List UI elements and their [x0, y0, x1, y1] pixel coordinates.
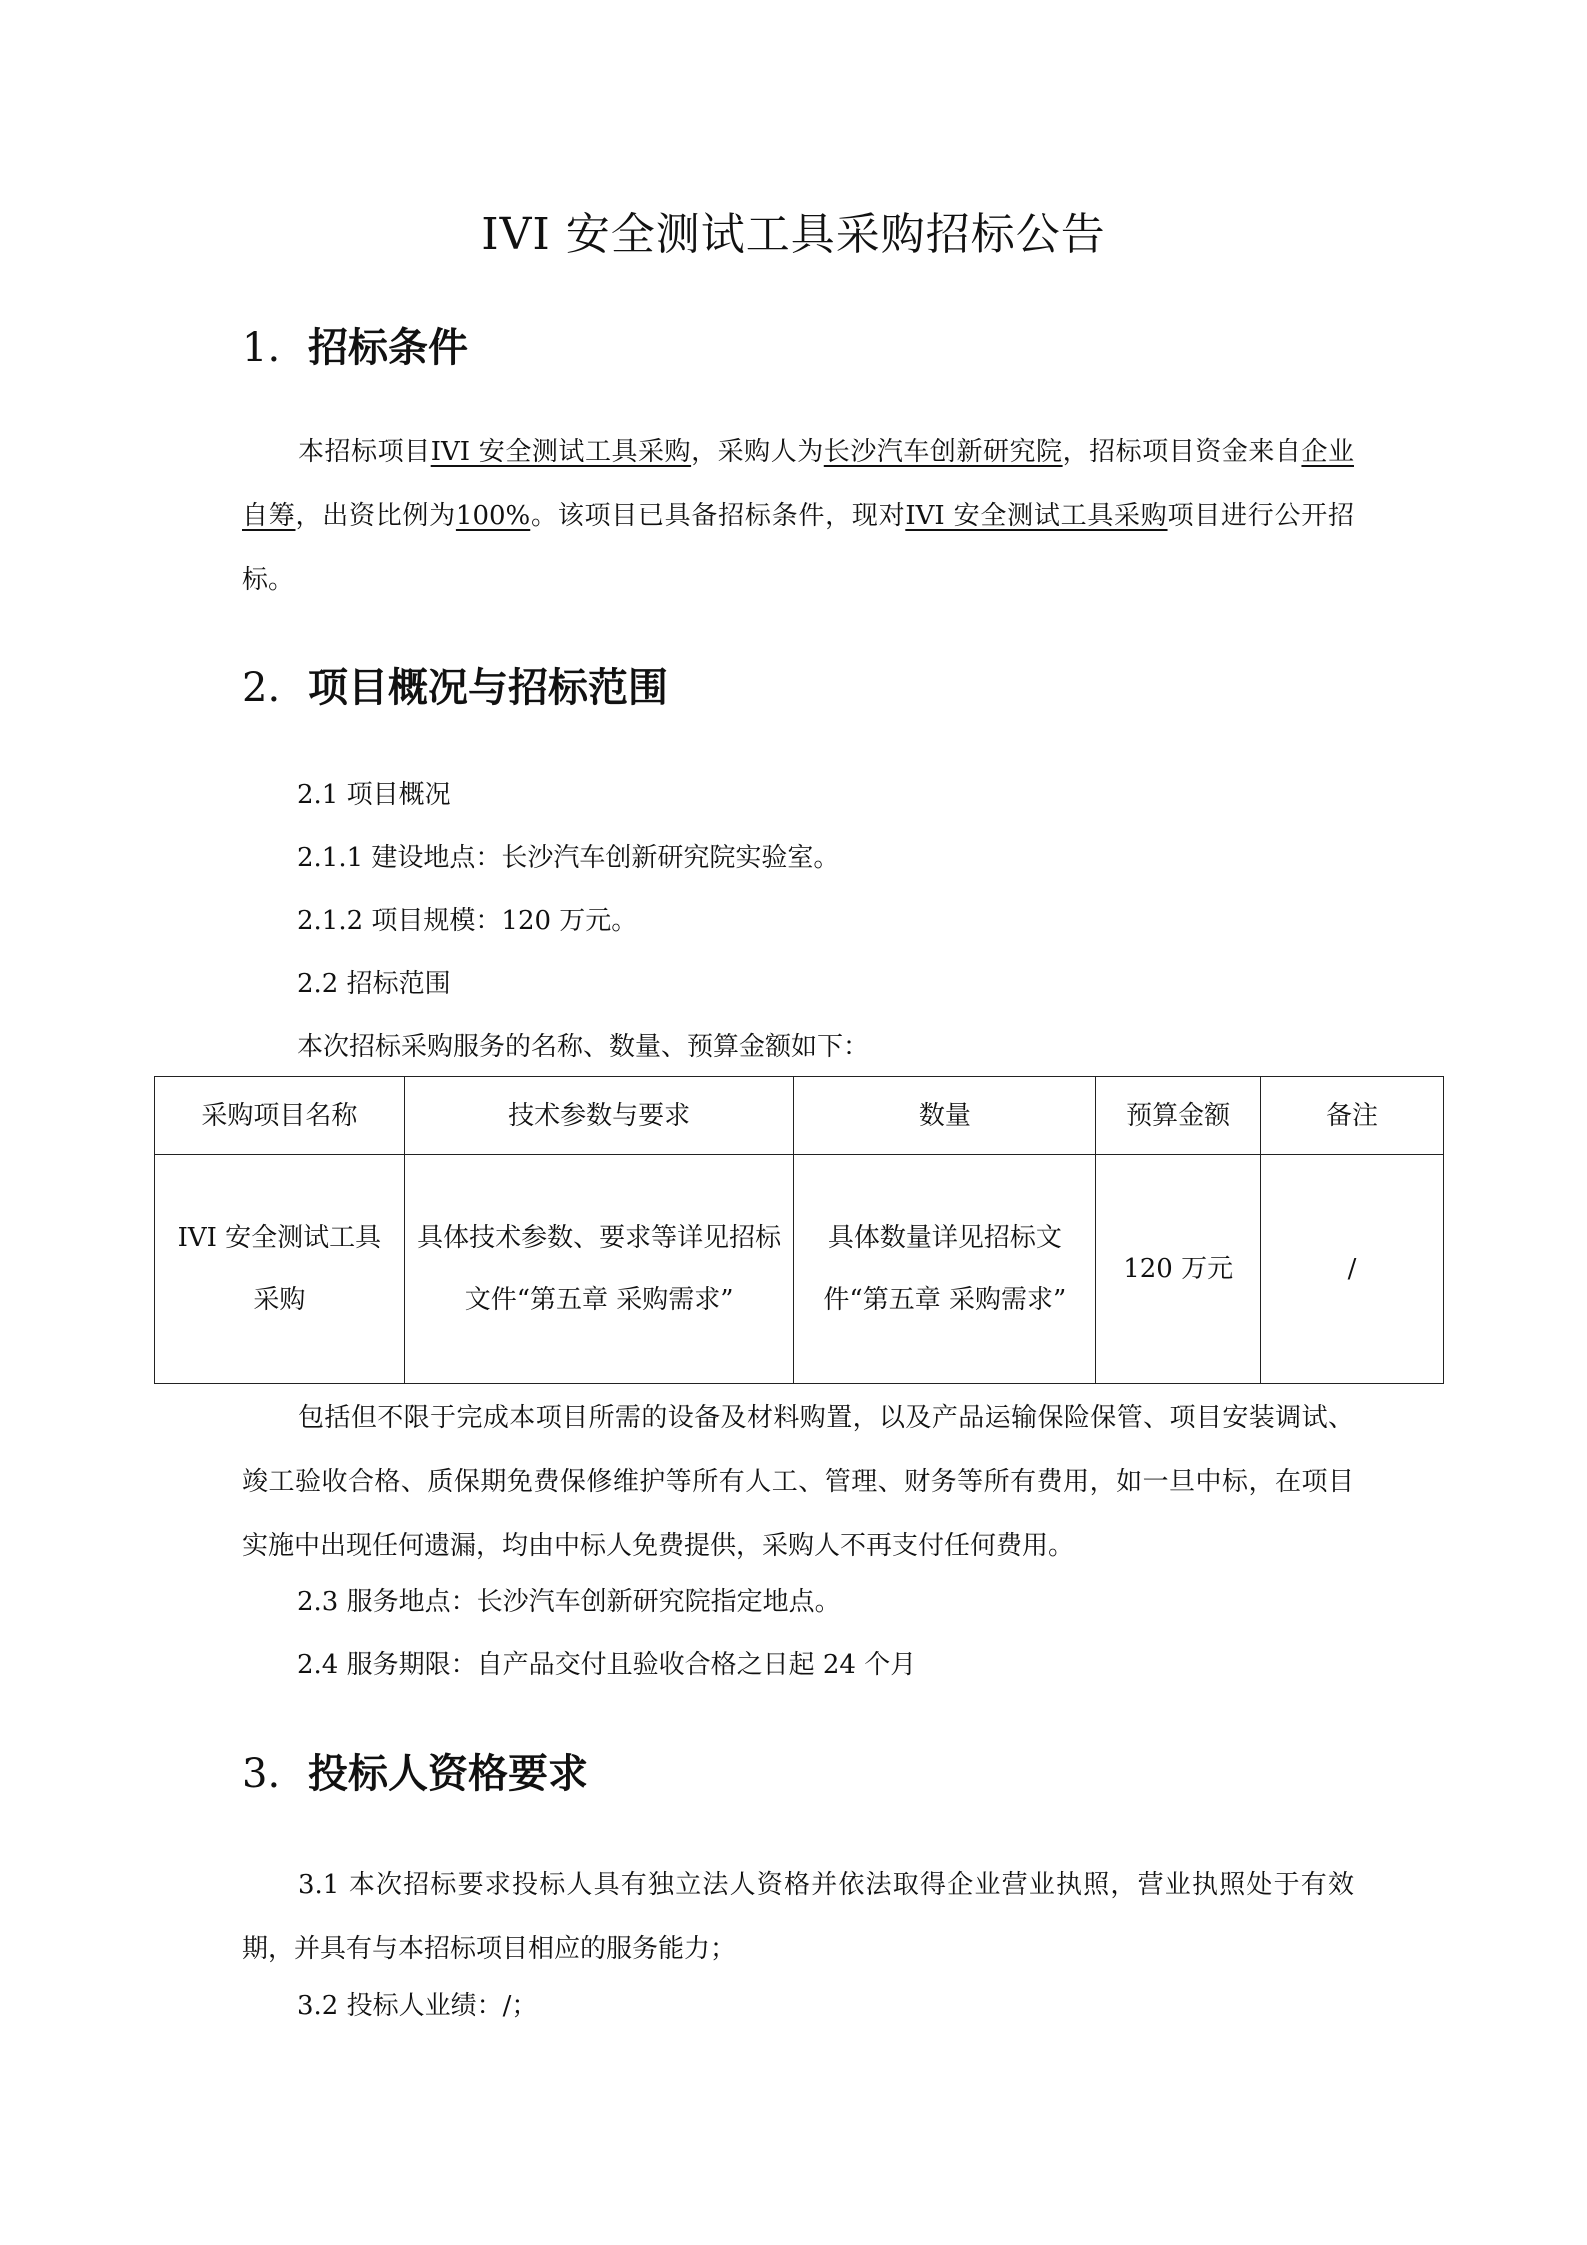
section-title: 投标人资格要求 [308, 1751, 588, 1797]
page-title: IVI 安全测试工具采购招标公告 [481, 209, 1106, 260]
table-header-cell: 备注 [1261, 1077, 1444, 1155]
qualification-paragraph: 3.1 本次招标要求投标人具有独立法人资格并依法取得企业营业执照，营业执照处于有效期，并具有与本招标项目相应的服务能力； [242, 1870, 1354, 1964]
service-location: 2.3 服务地点：长沙汽车创新研究院指定地点。 [297, 1587, 841, 1617]
table-header-cell: 预算金额 [1096, 1077, 1261, 1155]
table-header-row [155, 1077, 1444, 1155]
table-cell-item-name: IVI 安全测试工具采购 [155, 1155, 405, 1384]
service-period: 2.4 服务期限：自产品交付且验收合格之日起 24 个月 [297, 1650, 917, 1680]
table-header-cell: 采购项目名称 [155, 1077, 405, 1155]
project-name: IVI 安全测试工具采购 [430, 437, 692, 467]
section-number: 3. [242, 1751, 281, 1797]
scope-paragraph: 包括但不限于完成本项目所需的设备及材料购置，以及产品运输保险保管、项目安装调试、竣工验收合格、质保期免费保修维护等所有人工、管理、财务等所有费用，如一旦中标，在项目实施中出现任何遗漏，均由中标人免费提供，采购人不再支付任何费用。 [242, 1403, 1354, 1561]
table-cell-tech-params: 具体技术参数、要求等详见招标文件“第五章 采购需求” [404, 1155, 794, 1384]
text-fragment: ，出资比例为 [295, 501, 456, 531]
text-fragment: ，招标项目资金来自 [1062, 437, 1302, 467]
text-fragment: 项目进行公开招标。 [242, 501, 1354, 595]
section-number: 1. [242, 325, 281, 371]
section-title: 招标条件 [308, 325, 468, 371]
subsection-2-1: 2.1 项目概况 [297, 780, 451, 810]
section-number: 2. [242, 665, 281, 711]
table-header-cell: 技术参数与要求 [404, 1077, 794, 1155]
section-3-heading [242, 1746, 588, 1802]
section-2-heading [242, 660, 668, 716]
table-cell-remarks: / [1261, 1155, 1444, 1384]
text-fragment: 本招标项目 [298, 437, 431, 467]
table-header-cell: 数量 [794, 1077, 1096, 1155]
project-scale: 2.1.2 项目规模：120 万元。 [297, 906, 638, 936]
text-fragment: 。该项目已具备招标条件，现对 [530, 501, 906, 531]
tender-conditions-paragraph [242, 420, 1354, 612]
project-name: IVI 安全测试工具采购 [905, 501, 1168, 531]
procurement-table [154, 1076, 1444, 1384]
construction-location: 2.1.1 建设地点：长沙汽车创新研究院实验室。 [297, 843, 840, 873]
bidder-performance: 3.2 投标人业绩：/； [297, 1991, 538, 2021]
purchaser-name: 长沙汽车创新研究院 [823, 437, 1063, 467]
section-title: 项目概况与招标范围 [308, 665, 668, 711]
text-fragment: ，采购人为 [691, 437, 824, 467]
table-intro: 本次招标采购服务的名称、数量、预算金额如下： [297, 1032, 870, 1062]
table-cell-quantity: 具体数量详见招标文件“第五章 采购需求” [794, 1155, 1096, 1384]
fund-source: 企业自筹 [242, 437, 1354, 531]
funding-ratio: 100% [455, 501, 531, 531]
subsection-2-2: 2.2 招标范围 [297, 969, 451, 999]
section-1-heading [242, 320, 468, 376]
table-cell-budget: 120 万元 [1096, 1155, 1261, 1384]
table-row [155, 1155, 1444, 1384]
